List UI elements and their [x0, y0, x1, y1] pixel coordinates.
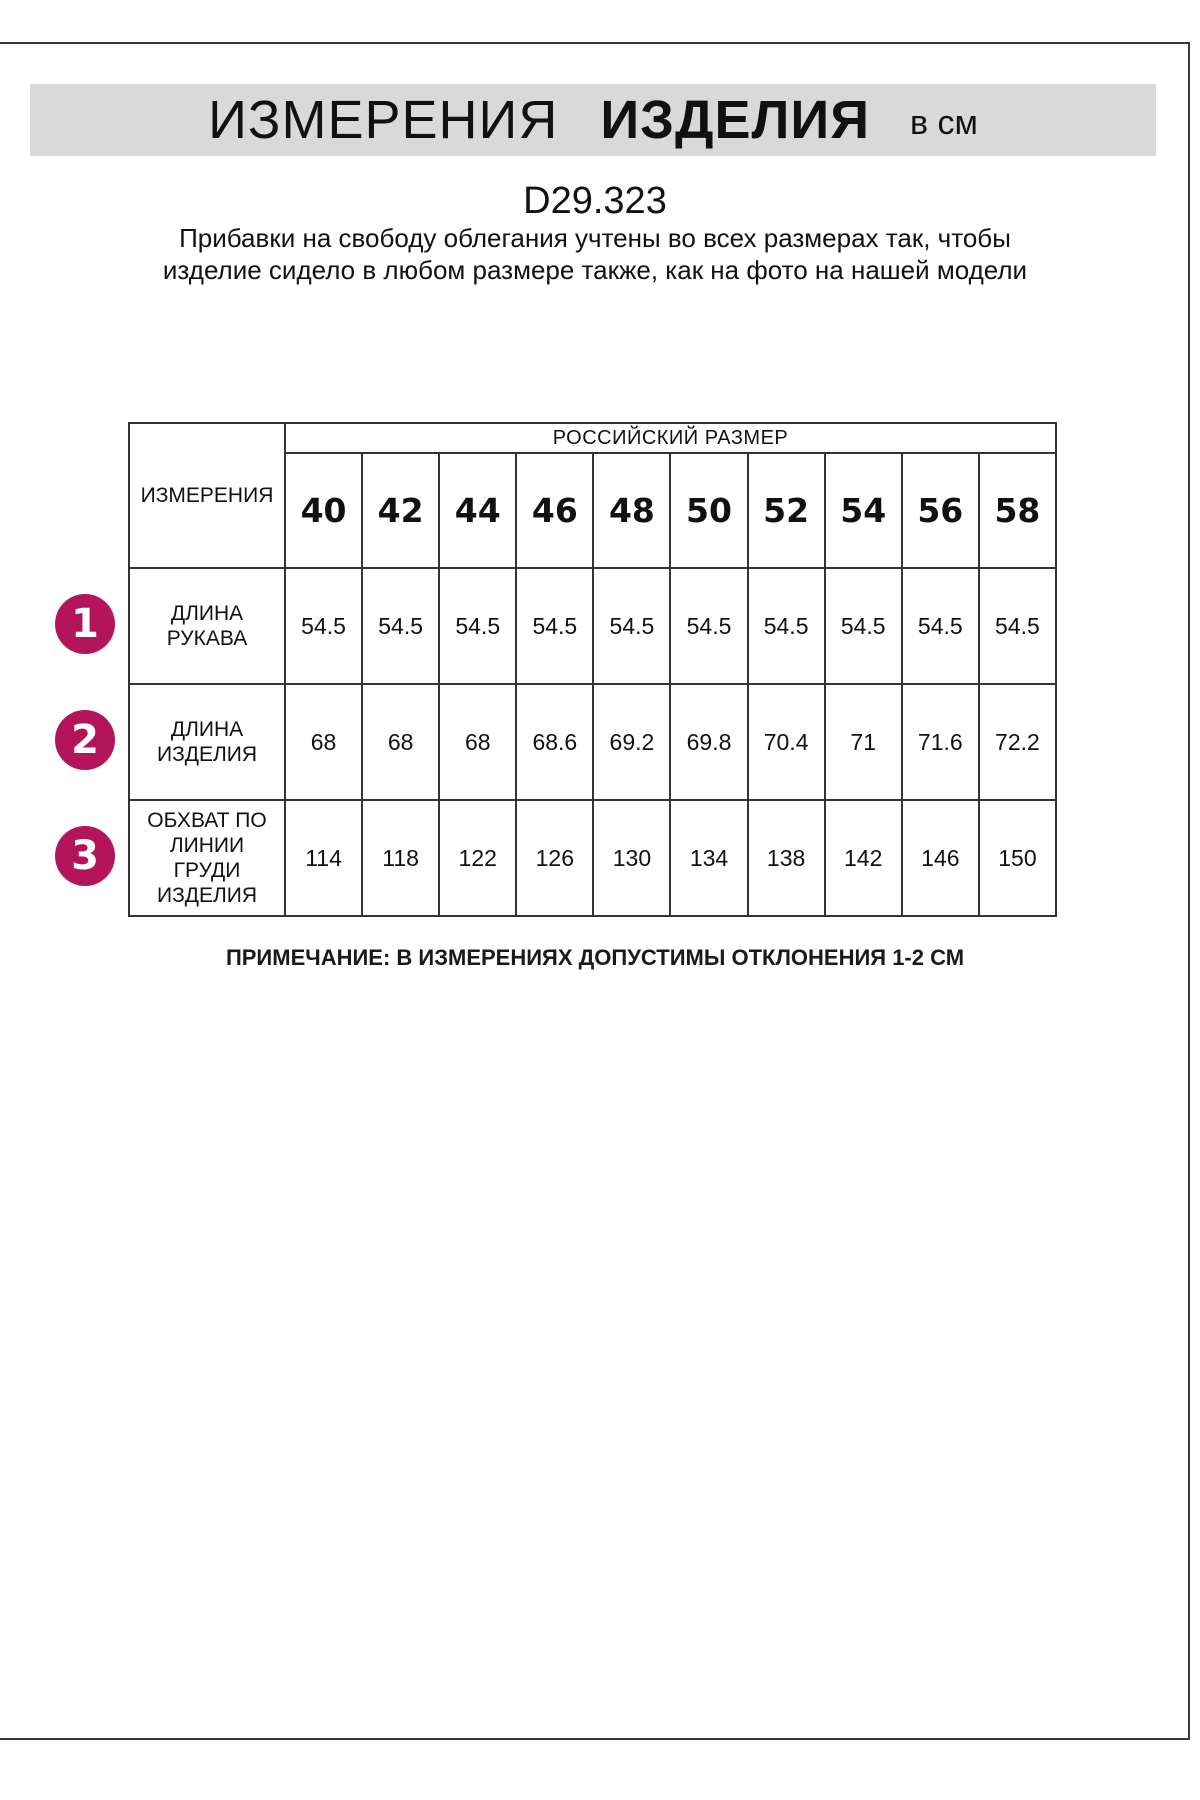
- table-cell: 54.5: [285, 568, 362, 684]
- table-cell: 54.5: [902, 568, 979, 684]
- table-cell: 134: [670, 800, 747, 916]
- table-cell: 72.2: [979, 684, 1056, 800]
- size-header: 50: [670, 453, 747, 568]
- table-cell: 130: [593, 800, 670, 916]
- size-header: 46: [516, 453, 593, 568]
- table-cell: 70.4: [748, 684, 825, 800]
- table-cell: 118: [362, 800, 439, 916]
- product-code: D29.323: [523, 180, 667, 222]
- size-header: 56: [902, 453, 979, 568]
- table-cell: 146: [902, 800, 979, 916]
- row-label: ДЛИНА РУКАВА: [129, 568, 285, 684]
- table-cell: 69.2: [593, 684, 670, 800]
- row-number-badge: 3: [55, 826, 115, 886]
- table-cell: 54.5: [593, 568, 670, 684]
- tolerance-note: ПРИМЕЧАНИЕ: В ИЗМЕРЕНИЯХ ДОПУСТИМЫ ОТКЛОНЕНИЯ 1-2 СМ: [225, 945, 965, 970]
- table-cell: 54.5: [362, 568, 439, 684]
- table-cell: 68: [285, 684, 362, 800]
- row-number-badge: 1: [55, 594, 115, 654]
- table-cell: 69.8: [670, 684, 747, 800]
- size-header: 48: [593, 453, 670, 568]
- measurements-header: ИЗМЕРЕНИЯ: [129, 423, 285, 568]
- table-cell: 122: [439, 800, 516, 916]
- table-cell: 68: [439, 684, 516, 800]
- size-group-header: РОССИЙСКИЙ РАЗМЕР: [285, 423, 1056, 453]
- table-header-row-top: [129, 423, 1056, 453]
- table-cell: 138: [748, 800, 825, 916]
- title-bold: ИЗДЕЛИЯ: [600, 90, 871, 150]
- size-table: [128, 422, 1057, 917]
- table-cell: 54.5: [516, 568, 593, 684]
- table-cell: 54.5: [439, 568, 516, 684]
- row-number-badge: 2: [55, 710, 115, 770]
- table-cell: 68: [362, 684, 439, 800]
- size-header: 44: [439, 453, 516, 568]
- table-cell: 54.5: [670, 568, 747, 684]
- product-description: Прибавки на свободу облегания учтены во всех размерах так, чтобы изделие сидело в любом размере также, как на фото на нашей модели: [162, 223, 1028, 285]
- row-label: ДЛИНА ИЗДЕЛИЯ: [129, 684, 285, 800]
- table-cell: 71: [825, 684, 902, 800]
- row-label: ОБХВАТ ПО ЛИНИИ ГРУДИ ИЗДЕЛИЯ: [129, 800, 285, 916]
- size-header: 58: [979, 453, 1056, 568]
- table-cell: 54.5: [979, 568, 1056, 684]
- title-unit: в см: [910, 103, 978, 142]
- table-cell: 54.5: [825, 568, 902, 684]
- title-regular: ИЗМЕРЕНИЯ: [208, 90, 559, 150]
- table-cell: 142: [825, 800, 902, 916]
- table-cell: 68.6: [516, 684, 593, 800]
- table-cell: 71.6: [902, 684, 979, 800]
- size-header: 52: [748, 453, 825, 568]
- size-header: 54: [825, 453, 902, 568]
- table-row-sleeve-length: [129, 568, 1056, 684]
- table-cell: 150: [979, 800, 1056, 916]
- size-header: 40: [285, 453, 362, 568]
- table-cell: 114: [285, 800, 362, 916]
- table-cell: 126: [516, 800, 593, 916]
- table-cell: 54.5: [748, 568, 825, 684]
- size-header: 42: [362, 453, 439, 568]
- table-row-chest-circumference: [129, 800, 1056, 916]
- table-row-garment-length: [129, 684, 1056, 800]
- title-banner: [30, 84, 1156, 156]
